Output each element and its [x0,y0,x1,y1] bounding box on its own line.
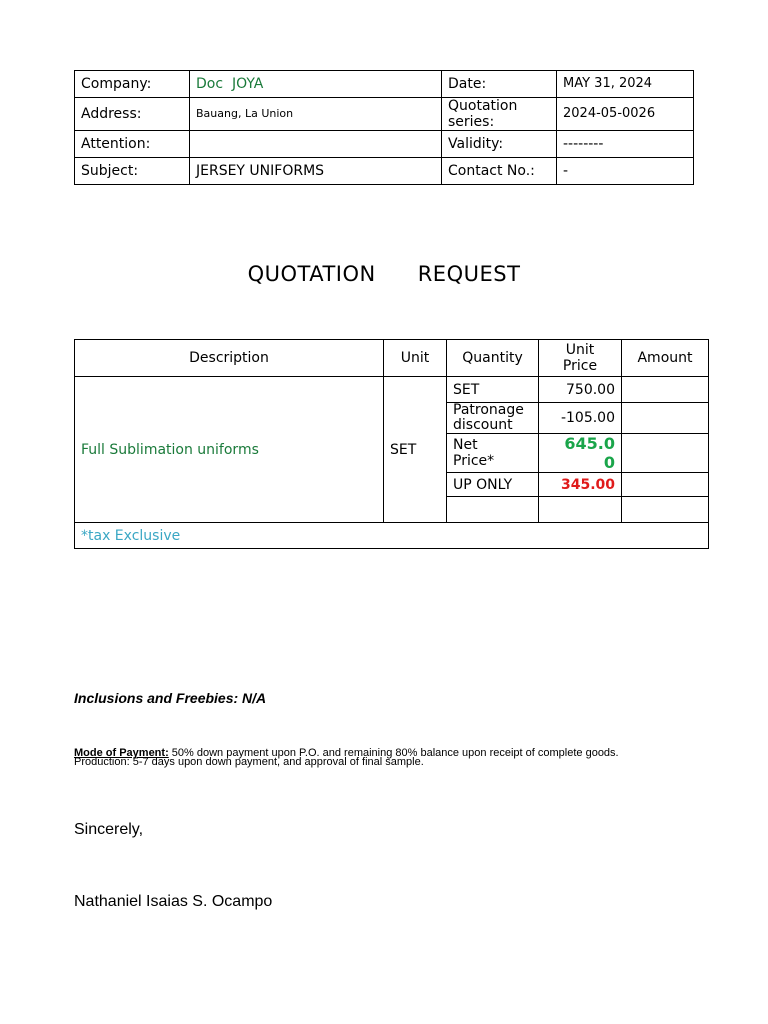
payment-terms [74,749,714,767]
document-title-word2: REQUEST [417,262,521,286]
row-price-net [539,434,622,473]
contact-value: - [557,158,694,185]
tax-note: *tax Exclusive [75,523,709,549]
empty-cell [539,497,622,523]
closing-text: Sincerely, [74,821,144,838]
tax-note-row [75,523,709,549]
row-price-discount: -105.00 [539,403,622,434]
document-title [0,262,768,286]
subject-label: Subject: [75,158,190,185]
row-label-set: SET [447,377,539,403]
quotation-series-label [442,98,557,131]
contact-label: Contact No.: [442,158,557,185]
inclusions-text: Inclusions and Freebies: N/A [74,690,267,706]
quotation-series-label-line2: series: [448,114,495,130]
empty-cell [622,497,709,523]
attention-label: Attention: [75,131,190,158]
empty-cell [447,497,539,523]
address-value: Bauang, La Union [190,98,442,131]
subject-value: JERSEY UNIFORMS [190,158,442,185]
attention-value [190,131,442,158]
item-description: Full Sublimation uniforms [75,377,384,523]
payment-text: 50% down payment upon P.O. and remaining 80% balance upon receipt of complete goods. [168,747,619,759]
quotation-series-value: 2024-05-0026 [557,98,694,131]
row-price-up-only: 345.00 [539,473,622,497]
row-price-net-line2: 0 [603,453,615,472]
col-header-unit-price [539,340,622,377]
signer-name: Nathaniel Isaias S. Ocampo [74,893,273,910]
row-label-net-line2: Price* [453,453,495,469]
row-amount [622,473,709,497]
col-header-quantity: Quantity [447,340,539,377]
row-amount [622,377,709,403]
production-line: Production: 5-7 days upon down payment, and approval of final sample. [74,756,424,768]
col-header-unit-price-line1: Unit [565,342,595,358]
company-label: Company: [75,71,190,98]
company-value: Doc JOYA [190,71,442,98]
row-label-up-only: UP ONLY [447,473,539,497]
row-price-net-line1: 645.0 [564,434,615,453]
validity-value: -------- [557,131,694,158]
row-amount [622,403,709,434]
quotation-series-label-line1: Quotation [448,98,518,114]
quotation-table [74,339,709,549]
row-label-net-price [447,434,539,473]
col-header-amount: Amount [622,340,709,377]
row-label-discount-line1: Patronage [453,402,524,418]
row-label-discount [447,403,539,434]
row-amount [622,434,709,473]
row-price-set: 750.00 [539,377,622,403]
col-header-unit-price-line2: Price [562,358,598,374]
document-title-word1: QUOTATION [247,262,376,286]
col-header-unit: Unit [384,340,447,377]
table-row [75,377,709,403]
validity-label: Validity: [442,131,557,158]
row-label-net-line1: Net [453,437,478,453]
header-info-table [74,70,694,185]
date-label: Date: [442,71,557,98]
date-value: MAY 31, 2024 [557,71,694,98]
address-label: Address: [75,98,190,131]
row-label-discount-line2: discount [453,417,513,433]
payment-label: Mode of Payment: [74,747,169,759]
col-header-description: Description [75,340,384,377]
quotation-header-row [75,340,709,377]
item-unit: SET [384,377,447,523]
